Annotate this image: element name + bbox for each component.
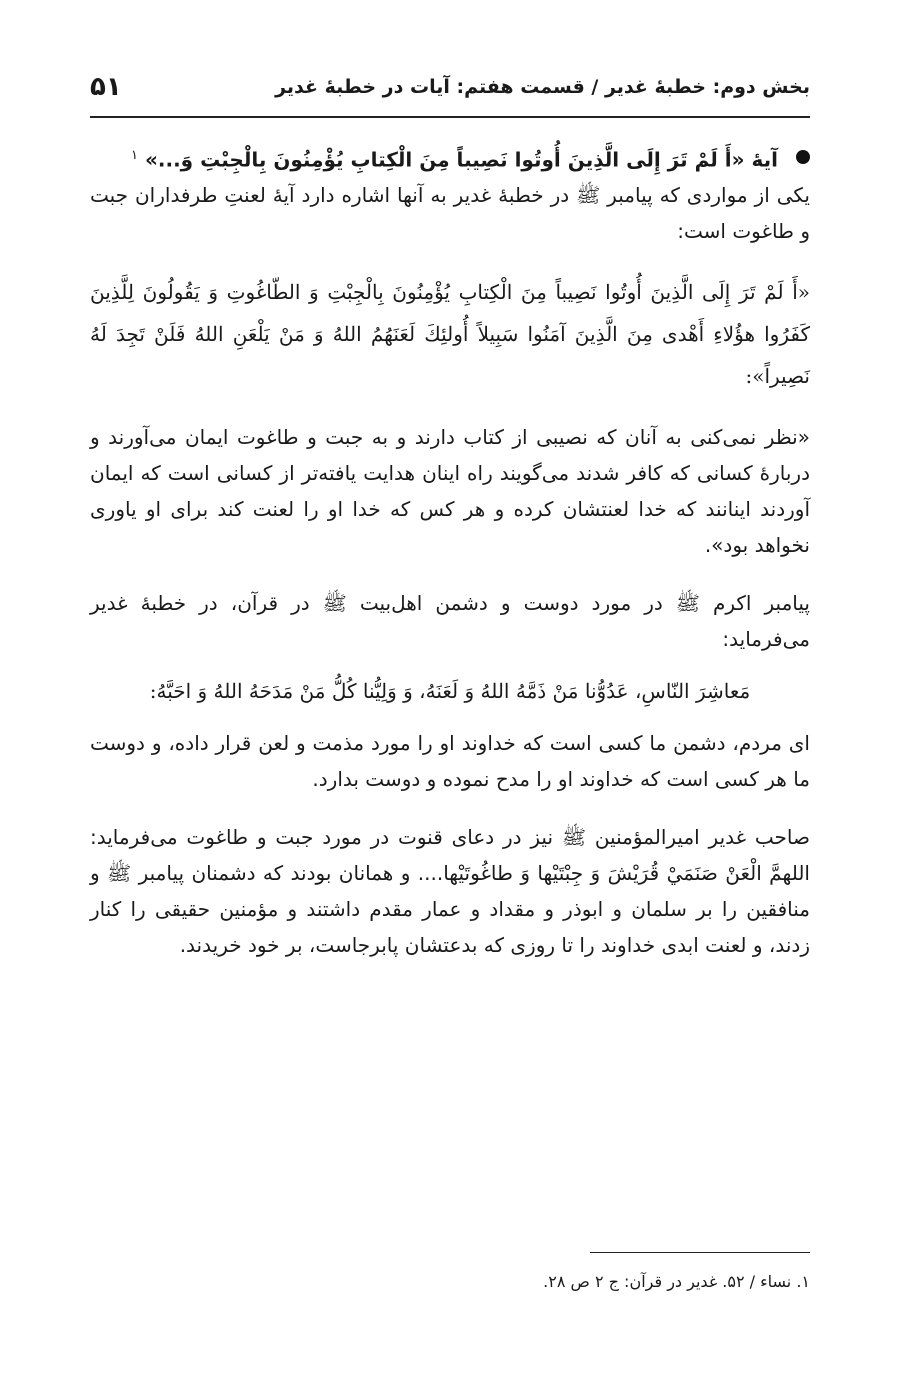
footnote-reference: ۱ xyxy=(131,148,138,163)
closing-paragraph: صاحب غدیر امیرالمؤمنین ﷺ نیز در دعای قنوت در مورد جبت و طاغوت می‌فرماید: اللهمَّ الْعَنْ صَنَمَيْ قُرَيْشَ وَ جِبْتَيْها وَ طاغُوتَيْها.... و همانان بودند که دشمنان پیامبر ﷺ و منافقین را بر سلمان و ابوذر و مقداد و عمار مقدم داشتند و مؤمنین حقیقی را کنار زدند، و لعنت ابدی خداوند را تا روزی که بدعتشان پابرجاست، بر خود خریدند. xyxy=(90,825,810,957)
page-number: ۵۱ xyxy=(90,72,122,102)
running-header xyxy=(90,72,810,112)
footnote-divider xyxy=(590,1252,810,1253)
section-heading-text: آیهٔ «أَ لَمْ تَرَ إِلَى الَّذِينَ أُوتُوا نَصِيباً مِنَ الْكِتابِ يُؤْمِنُونَ بِالْجِبْتِ وَ...» xyxy=(144,147,778,172)
quote-translation: ای مردم، دشمن ما کسی است که خداوند او را مورد مذمت و لعن قرار داده، و دوست ما هر کسی است که خداوند او را مدح نموده و دوست بدارد. xyxy=(90,731,810,791)
section-heading xyxy=(90,135,810,177)
prophet-paragraph: پیامبر اکرم ﷺ در مورد دوست و دشمن اهل‌بیت ﷺ در قرآن، در خطبهٔ غدیر می‌فرماید: xyxy=(90,591,810,651)
verse-translation: «نظر نمی‌کنی به آنان که نصیبی از کتاب دارند و به جبت و طاغوت ایمان می‌آورند و دربارهٔ کسانی که کافر شدند می‌گویند راه اینان هدایت یافته‌تر از کسانی است که ایمان آوردند اینانند که خدا لعنتشان کرده و هر کس که خدا او را لعنت کند برای او یاوری نخواهد بود». xyxy=(90,425,810,557)
footnote: ۱. نساء / ۵۲. غدیر در قرآن: ج ۲ ص ۲۸. xyxy=(543,1272,810,1291)
main-content xyxy=(90,135,810,963)
header-divider xyxy=(90,116,810,118)
running-header-title: بخش دوم: خطبهٔ غدیر / قسمت هفتم: آیات در خطبهٔ غدیر xyxy=(275,76,810,98)
intro-paragraph: یکی از مواردی که پیامبر ﷺ در خطبهٔ غدیر به آنها اشاره دارد آیهٔ لعنتِ طرفداران جبت و طاغوت است: xyxy=(90,183,810,243)
sermon-quote: مَعاشِرَ النّاسِ، عَدُوُّنا مَنْ ذَمَّهُ اللهُ وَ لَعَنَهُ، وَ وَلِيُّنا كُلُّ مَنْ مَدَحَهُ اللهُ وَ احَبَّهُ: xyxy=(149,679,751,703)
bullet-icon xyxy=(796,150,810,164)
quran-verse: «أَ لَمْ تَرَ إِلَى الَّذِينَ أُوتُوا نَصِيباً مِنَ الْكِتابِ يُؤْمِنُونَ بِالْجِبْتِ وَ الطّاغُوتِ وَ يَقُولُونَ لِلَّذِينَ كَفَرُوا هؤُلاءِ أَهْدى مِنَ الَّذِينَ آمَنُوا سَبِيلاً أُولئِكَ لَعَنَهُمُ اللهُ وَ مَنْ يَلْعَنِ اللهُ فَلَنْ تَجِدَ لَهُ نَصِيراً»: xyxy=(90,280,810,388)
